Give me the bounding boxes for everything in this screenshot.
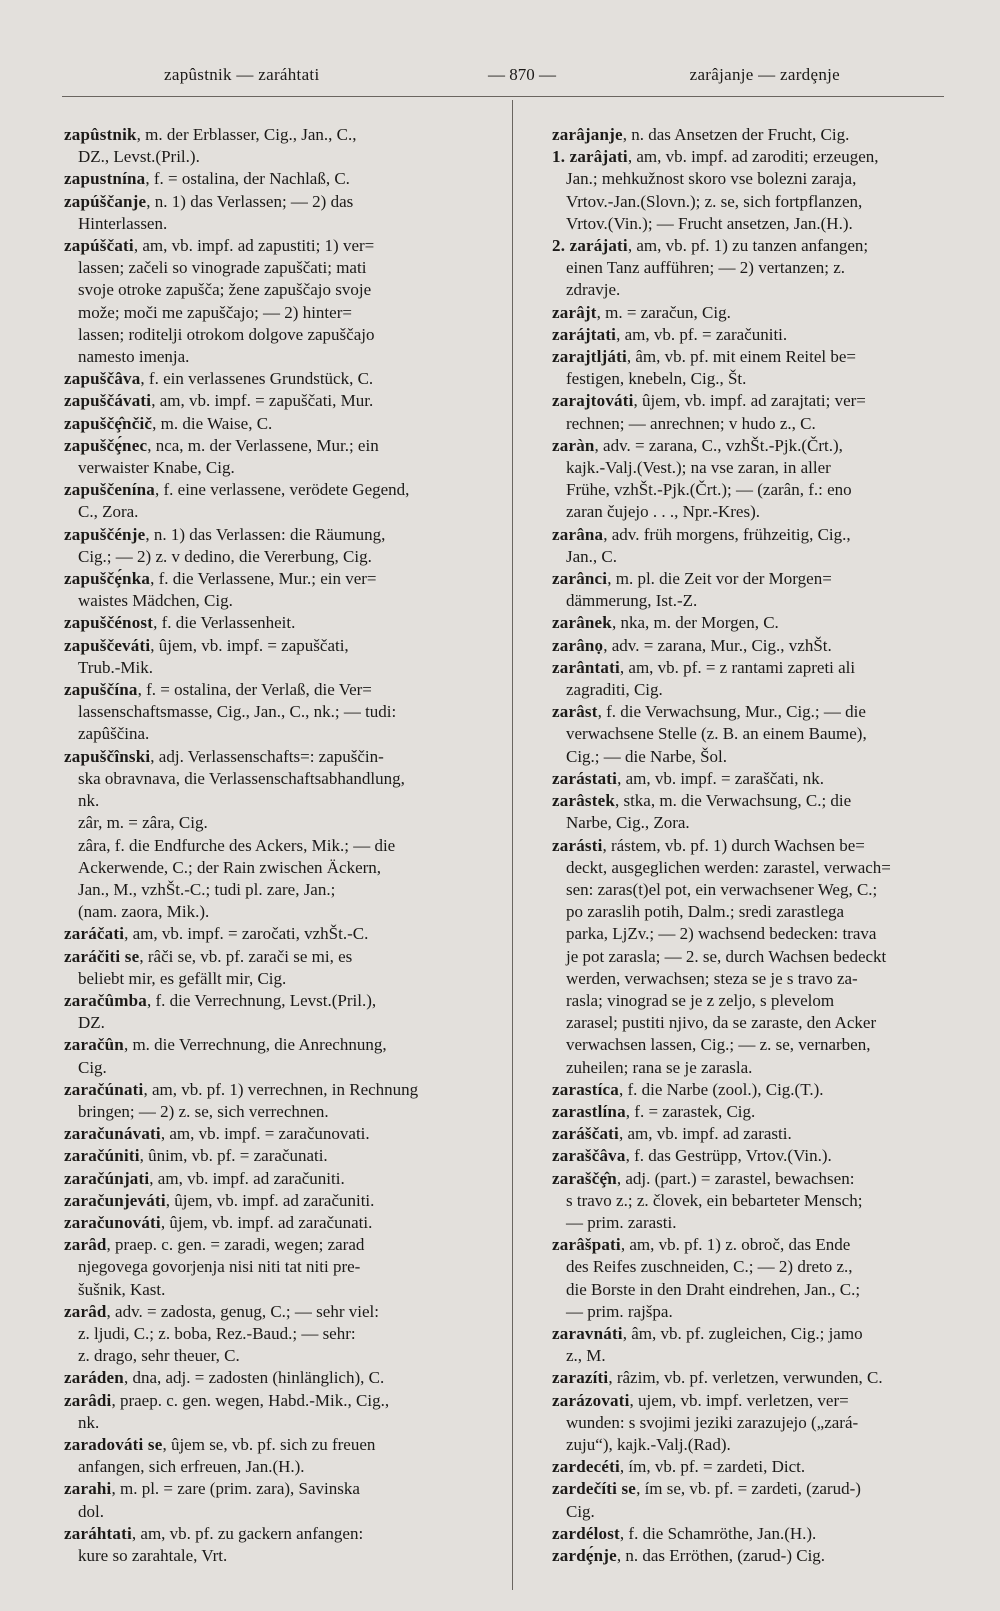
headword: zaračunjeváti bbox=[64, 1190, 166, 1210]
dictionary-line: Cig.; — 2) z. v dedino, die Vererbung, Cig. bbox=[78, 546, 372, 566]
headword: zarástati bbox=[552, 768, 618, 788]
dictionary-line: zaráčiti se, râči se, vb. pf. zarači se mi, es bbox=[64, 946, 353, 966]
headword: zaračûn bbox=[64, 1035, 124, 1055]
dictionary-line: zapuščȩ́nka, f. die Verlassene, Mur.; ein ver= bbox=[64, 569, 377, 589]
dictionary-line: zapuščȩ̂nčič, m. die Waise, C. bbox=[64, 413, 273, 433]
dictionary-line: s travo z.; z. človek, ein bebarteter Mensch; bbox=[566, 1190, 863, 1210]
headword: zapúščanje bbox=[64, 191, 147, 211]
dictionary-line: Cig.; — die Narbe, Šol. bbox=[566, 746, 728, 766]
dictionary-line: zapûščina. bbox=[78, 724, 150, 744]
dictionary-line: zarȃd, praep. c. gen. = zaradi, wegen; zarad bbox=[64, 1235, 365, 1255]
headword: zarânek bbox=[552, 613, 612, 633]
dictionary-line: zarasel; pustiti njivo, da se zaraste, den Acker bbox=[566, 1013, 877, 1033]
headword: 2. zarájati bbox=[552, 236, 628, 256]
dictionary-line: Cig. bbox=[78, 1057, 107, 1077]
headword: zardečíti se bbox=[552, 1479, 637, 1499]
headword: zapuščâva bbox=[64, 369, 141, 389]
dictionary-line: Jan., M., vzhŠt.-C.; tudi pl. zare, Jan.; bbox=[78, 879, 336, 899]
header-right-range: zarâjanje — zardȩnje bbox=[689, 65, 840, 84]
dictionary-line: zarâšpati, am, vb. pf. 1) z. obroč, das Ende bbox=[552, 1235, 851, 1255]
headword: zaračunováti bbox=[64, 1212, 161, 1232]
headword: zardȩ́nje bbox=[552, 1546, 617, 1565]
dictionary-line: dämmerung, Ist.-Z. bbox=[566, 591, 698, 611]
dictionary-line: verwachsene Stelle (z. B. an einem Baume), bbox=[566, 724, 867, 744]
dictionary-line: DZ., Levst.(Pril.). bbox=[78, 147, 200, 167]
dictionary-line: zarânci, m. pl. die Zeit vor der Morgen= bbox=[552, 569, 832, 589]
dictionary-line: Trub.-Mik. bbox=[78, 657, 153, 677]
dictionary-line: verwachsen lassen, Cig.; — z. se, vernarben, bbox=[566, 1035, 871, 1055]
headword: zapûstnik bbox=[64, 125, 137, 144]
headword: zarajtljáti bbox=[552, 347, 627, 367]
dictionary-line: zarástati, am, vb. impf. = zaraščati, nk. bbox=[552, 768, 824, 788]
dictionary-line: z. drago, sehr theuer, C. bbox=[78, 1346, 240, 1366]
dictionary-line: rechnen; — anrechnen; v hudo z., C. bbox=[566, 413, 816, 433]
dictionary-line: rasla; vinograd se je z zeljo, s plevelom bbox=[566, 990, 835, 1010]
dictionary-line: zapuščávati, am, vb. impf. = zapuščati, Mur. bbox=[64, 391, 374, 411]
dictionary-line: DZ. bbox=[78, 1013, 105, 1033]
dictionary-line: zuheilen; rana se je zarasla. bbox=[566, 1057, 753, 1077]
headword: zarâstek bbox=[552, 791, 615, 811]
headword: zaračûmba bbox=[64, 990, 148, 1010]
headword: zaràn bbox=[552, 435, 595, 455]
dictionary-line: po zaraslih potih, Dalm.; sredi zarastlega bbox=[566, 902, 845, 922]
dictionary-line: Jan.; mehkužnost skoro vse bolezni zaraja, bbox=[566, 169, 857, 189]
dictionary-line: zapuščâva, f. ein verlassenes Grundstück, C. bbox=[64, 369, 374, 389]
dictionary-line: zarajtljáti, âm, vb. pf. mit einem Reitel be= bbox=[552, 347, 857, 367]
dictionary-line: festigen, knebeln, Cig., Št. bbox=[566, 369, 747, 389]
dictionary-line: zardélost, f. die Schamröthe, Jan.(H.). bbox=[552, 1523, 817, 1543]
column-divider bbox=[512, 100, 513, 1590]
dictionary-line: zarájtati, am, vb. pf. = zaračuniti. bbox=[552, 324, 788, 344]
headword: zaráčiti se bbox=[64, 946, 140, 966]
dictionary-line: zaráčati, am, vb. impf. = zaročati, vzhŠt.-C. bbox=[64, 924, 369, 944]
dictionary-line: zarázovati, ujem, vb. impf. verletzen, ver= bbox=[552, 1390, 849, 1410]
dictionary-line: zardecéti, ím, vb. pf. = zardeti, Dict. bbox=[552, 1457, 806, 1477]
dictionary-line: zaràn, adv. = zarana, C., vzhŠt.-Pjk.(Črt.), bbox=[552, 435, 843, 455]
dictionary-line: zaravnáti, âm, vb. pf. zugleichen, Cig.; jamo bbox=[552, 1323, 863, 1343]
dictionary-line: kajk.-Valj.(Vest.); na vse zaran, in aller bbox=[566, 458, 831, 478]
headword: zardecéti bbox=[552, 1457, 620, 1477]
dictionary-line: zuju“), kajk.-Valj.(Rad). bbox=[566, 1434, 731, 1454]
headword: zapustnína bbox=[64, 169, 146, 189]
headword: zaračúniti bbox=[64, 1146, 140, 1166]
headword: zaraščȩ̂n bbox=[552, 1168, 617, 1188]
dictionary-line: zapuščénost, f. die Verlassenheit. bbox=[64, 613, 296, 633]
dictionary-line: werden, verwachsen; steza se je s travo za- bbox=[566, 968, 858, 988]
dictionary-line: zaráden, dna, adj. = zadosten (hinlänglich), C. bbox=[64, 1368, 385, 1388]
dictionary-line: parka, LjZv.; — 2) wachsend bedecken: trava bbox=[566, 924, 877, 944]
dictionary-line: zarâstek, stka, m. die Verwachsung, C.; die bbox=[552, 791, 852, 811]
running-header bbox=[150, 55, 840, 95]
dictionary-line: zapûstnik, m. der Erblasser, Cig., Jan., C., bbox=[64, 125, 357, 144]
headword: zapuščénost bbox=[64, 613, 154, 633]
dictionary-line: zarajtováti, ûjem, vb. impf. ad zarajtati; ver= bbox=[552, 391, 866, 411]
headword: zarâjt bbox=[552, 302, 597, 322]
headword: zapúščati bbox=[64, 236, 134, 256]
dictionary-line: zaračunávati, am, vb. impf. = zaračunovati. bbox=[64, 1124, 370, 1144]
dictionary-line: zaraščȩ̂n, adj. (part.) = zarastel, bewachsen: bbox=[552, 1168, 855, 1188]
dictionary-line: 1. zarâjati, am, vb. impf. ad zaroditi; erzeugen, bbox=[552, 147, 879, 167]
headword: zapuščína bbox=[64, 680, 138, 700]
dictionary-line: lassen; roditelji otrokom dolgove zapuščajo bbox=[78, 324, 375, 344]
dictionary-line: zarazíti, râzim, vb. pf. verletzen, verwunden, C. bbox=[552, 1368, 883, 1388]
headword: zapuščávati bbox=[64, 391, 152, 411]
dictionary-line: zarásti, rástem, vb. pf. 1) durch Wachsen be= bbox=[552, 835, 865, 855]
headword: zarȃdi bbox=[64, 1390, 112, 1410]
dictionary-line: waistes Mädchen, Cig. bbox=[78, 591, 233, 611]
header-rule bbox=[62, 96, 944, 97]
dictionary-line: zapuščȩ́nec, nca, m. der Verlassene, Mur.; ein bbox=[64, 435, 379, 455]
dictionary-line: zarâjanje, n. das Ansetzen der Frucht, Cig. bbox=[552, 125, 850, 144]
dictionary-line: beliebt mir, es gefällt mir, Cig. bbox=[78, 968, 287, 988]
headword: zaraščâva bbox=[552, 1146, 626, 1166]
headword: zarȃd bbox=[64, 1235, 107, 1255]
headword: zaračunávati bbox=[64, 1124, 161, 1144]
dictionary-line: Frühe, vzhŠt.-Pjk.(Črt.); — (zarân, f.: eno bbox=[566, 480, 852, 500]
headword: zarâst bbox=[552, 702, 598, 722]
right-column bbox=[552, 124, 944, 1567]
dictionary-line: zaradováti se, ûjem se, vb. pf. sich zu freuen bbox=[64, 1434, 376, 1454]
dictionary-line: zapuščína, f. = ostalina, der Verlaß, die Ver= bbox=[64, 680, 372, 700]
dictionary-line: zaračûn, m. die Verrechnung, die Anrechnung, bbox=[64, 1035, 387, 1055]
headword: zapuščȩ̂nčič bbox=[64, 413, 153, 433]
dictionary-line: einen Tanz aufführen; — 2) vertanzen; z. bbox=[566, 258, 846, 278]
dictionary-line: z., M. bbox=[566, 1346, 606, 1366]
dictionary-line: zapustnína, f. = ostalina, der Nachlaß, C. bbox=[64, 169, 350, 189]
dictionary-line: zaračûmba, f. die Verrechnung, Levst.(Pril.), bbox=[64, 990, 377, 1010]
headword: zaráčati bbox=[64, 924, 125, 944]
headword: zapuščenína bbox=[64, 480, 155, 500]
header-left-range: zapûstnik — zaráhtati bbox=[164, 65, 320, 84]
headword: zaračúnati bbox=[64, 1079, 144, 1099]
dictionary-line: zaračúniti, ûnim, vb. pf. = zaračunati. bbox=[64, 1146, 328, 1166]
dictionary-line: deckt, ausgeglichen werden: zarastel, verwach= bbox=[566, 857, 891, 877]
headword: zarahi bbox=[64, 1479, 112, 1499]
dictionary-line: lassenschaftsmasse, Cig., Jan., C., nk.; — tudi: bbox=[78, 702, 397, 722]
dictionary-line: zapuščenína, f. eine verlassene, verödete Gegend, bbox=[64, 480, 410, 500]
dictionary-line: bringen; — 2) z. se, sich verrechnen. bbox=[78, 1101, 329, 1121]
dictionary-line: zdravje. bbox=[566, 280, 621, 300]
dictionary-line: svoje otroke zapušča; žene zapuščajo svoje bbox=[78, 280, 372, 300]
headword: zaravnáti bbox=[552, 1323, 623, 1343]
dictionary-line: C., Zora. bbox=[78, 502, 139, 522]
dictionary-line: može; moči me zapuščajo; — 2) hinter= bbox=[78, 302, 352, 322]
dictionary-line: zarahi, m. pl. = zare (prim. zara), Savinska bbox=[64, 1479, 360, 1499]
left-column bbox=[64, 124, 501, 1567]
headword: zarȃd bbox=[64, 1301, 107, 1321]
dictionary-line: wunden: s svojimi jeziki zarazujejo („zará- bbox=[566, 1412, 859, 1432]
dictionary-line: zaran čujejo . . ., Npr.-Kres). bbox=[566, 502, 761, 522]
dictionary-line: zaráhtati, am, vb. pf. zu gackern anfangen: bbox=[64, 1523, 364, 1543]
headword: zarâjanje bbox=[552, 125, 623, 144]
headword: zarâna bbox=[552, 524, 604, 544]
dictionary-line: nk. bbox=[78, 1412, 100, 1432]
dictionary-line: zaračunováti, ûjem, vb. impf. ad zaračunati. bbox=[64, 1212, 373, 1232]
dictionary-line: dol. bbox=[78, 1501, 104, 1521]
headword: zaráščati bbox=[552, 1124, 619, 1144]
dictionary-line: zapuščénje, n. 1) das Verlassen: die Räumung, bbox=[64, 524, 386, 544]
headword: zapuščȩ́nka bbox=[64, 569, 151, 589]
headword: zapuščînski bbox=[64, 746, 151, 766]
headword: zapuščeváti bbox=[64, 635, 151, 655]
dictionary-line: nk. bbox=[78, 791, 100, 811]
dictionary-line: Cig. bbox=[566, 1501, 595, 1521]
headword: zarázovati bbox=[552, 1390, 630, 1410]
dictionary-line: zarȃdi, praep. c. gen. wegen, Habd.-Mik., Cig., bbox=[64, 1390, 390, 1410]
headword: zarântati bbox=[552, 657, 620, 677]
dictionary-line: zapuščînski, adj. Verlassenschafts=: zapuščin- bbox=[64, 746, 384, 766]
dictionary-line: šušnik, Kast. bbox=[78, 1279, 166, 1299]
headword: zarastíca bbox=[552, 1079, 619, 1099]
dictionary-line: lassen; začeli so vinograde zapuščati; mati bbox=[78, 258, 367, 278]
page-number: — 870 — bbox=[488, 65, 556, 84]
dictionary-line: zarastíca, f. die Narbe (zool.), Cig.(T.). bbox=[552, 1079, 824, 1099]
dictionary-line: zapuščeváti, ûjem, vb. impf. = zapuščati, bbox=[64, 635, 349, 655]
dictionary-line: zarânek, nka, m. der Morgen, C. bbox=[552, 613, 779, 633]
dictionary-line: zarastlína, f. = zarastek, Cig. bbox=[552, 1101, 756, 1121]
dictionary-line: zapúščati, am, vb. impf. ad zapustiti; 1) ver= bbox=[64, 236, 375, 256]
dictionary-line: zarâjt, m. = zaračun, Cig. bbox=[552, 302, 731, 322]
dictionary-line: je pot zarasla; — 2. se, durch Wachsen bedeckt bbox=[566, 946, 887, 966]
dictionary-line: kure so zarahtale, Vrt. bbox=[78, 1546, 228, 1565]
headword: zardélost bbox=[552, 1523, 620, 1543]
dictionary-line: zaračunjeváti, ûjem, vb. impf. ad zaračuniti. bbox=[64, 1190, 375, 1210]
dictionary-line: zaráščati, am, vb. impf. ad zarasti. bbox=[552, 1124, 792, 1144]
dictionary-line: zarânọ, adv. = zarana, Mur., Cig., vzhŠt. bbox=[552, 635, 832, 655]
headword: zarânci bbox=[552, 569, 608, 589]
dictionary-line: zaraščâva, f. das Gestrüpp, Vrtov.(Vin.). bbox=[552, 1146, 832, 1166]
dictionary-line: z. ljudi, C.; z. boba, Rez.-Baud.; — sehr: bbox=[78, 1323, 356, 1343]
dictionary-line: Narbe, Cig., Zora. bbox=[566, 813, 690, 833]
dictionary-line: die Borste in den Draht eindrehen, Jan., C.; bbox=[566, 1279, 861, 1299]
dictionary-line: Ackerwende, C.; der Rain zwischen Äckern, bbox=[78, 857, 382, 877]
dictionary-line: des Reifes zuschneiden, C.; — 2) dreto z., bbox=[566, 1257, 853, 1277]
dictionary-line: ska obravnava, die Verlassenschaftsabhandlung, bbox=[78, 768, 405, 788]
dictionary-line: zardȩ́nje, n. das Erröthen, (zarud-) Cig. bbox=[552, 1546, 826, 1565]
headword: zaradováti se bbox=[64, 1434, 163, 1454]
headword: zarájtati bbox=[552, 324, 617, 344]
dictionary-line: 2. zarájati, am, vb. pf. 1) zu tanzen anfangen; bbox=[552, 236, 869, 256]
headword: zarâšpati bbox=[552, 1235, 621, 1255]
dictionary-line: zardečíti se, ím se, vb. pf. = zardeti, (zarud-) bbox=[552, 1479, 861, 1499]
headword: zaračúnjati bbox=[64, 1168, 150, 1188]
dictionary-line: Vrtov.(Vin.); — Frucht ansetzen, Jan.(H.). bbox=[566, 213, 853, 233]
dictionary-line: Hinterlassen. bbox=[78, 213, 168, 233]
headword: zarazíti bbox=[552, 1368, 609, 1388]
dictionary-line: zaračúnati, am, vb. pf. 1) verrechnen, in Rechnung bbox=[64, 1079, 419, 1099]
headword: zaráhtati bbox=[64, 1523, 132, 1543]
headword: zapuščénje bbox=[64, 524, 146, 544]
dictionary-line: Vrtov.-Jan.(Slovn.); z. se, sich fortpflanzen, bbox=[566, 191, 863, 211]
dictionary-line: zâr, m. = zâra, Cig. bbox=[78, 813, 208, 833]
headword: zarajtováti bbox=[552, 391, 634, 411]
dictionary-line: — prim. rajšpa. bbox=[566, 1301, 673, 1321]
dictionary-line: njegovega govorjenja nisi niti tat niti pre- bbox=[78, 1257, 361, 1277]
headword: zarânọ bbox=[552, 635, 604, 655]
dictionary-line: zarâst, f. die Verwachsung, Mur., Cig.; — die bbox=[552, 702, 866, 722]
dictionary-line: anfangen, sich erfreuen, Jan.(H.). bbox=[78, 1457, 305, 1477]
dictionary-line: Jan., C. bbox=[566, 546, 617, 566]
dictionary-line: zarȃd, adv. = zadosta, genug, C.; — sehr viel: bbox=[64, 1301, 379, 1321]
dictionary-line: zagraditi, Cig. bbox=[566, 680, 663, 700]
dictionary-line: zaračúnjati, am, vb. impf. ad zaračuniti. bbox=[64, 1168, 345, 1188]
dictionary-line: zâra, f. die Endfurche des Ackers, Mik.; — die bbox=[78, 835, 396, 855]
headword: zaráden bbox=[64, 1368, 124, 1388]
dictionary-line: zarântati, am, vb. pf. = z rantami zapreti ali bbox=[552, 657, 856, 677]
dictionary-line: namesto imenja. bbox=[78, 347, 190, 367]
dictionary-line: — prim. zarasti. bbox=[566, 1212, 677, 1232]
dictionary-line: sen: zaras(t)el pot, ein verwachsener Weg, C.; bbox=[566, 879, 878, 899]
dictionary-line: (nam. zaora, Mik.). bbox=[78, 902, 210, 922]
headword: 1. zarâjati bbox=[552, 147, 628, 167]
headword: zarásti bbox=[552, 835, 603, 855]
dictionary-line: zarâna, adv. früh morgens, frühzeitig, Cig., bbox=[552, 524, 851, 544]
headword: zapuščȩ́nec bbox=[64, 435, 148, 455]
headword: zarastlína bbox=[552, 1101, 626, 1121]
dictionary-line: verwaister Knabe, Cig. bbox=[78, 458, 235, 478]
dictionary-line: zapúščanje, n. 1) das Verlassen; — 2) das bbox=[64, 191, 354, 211]
